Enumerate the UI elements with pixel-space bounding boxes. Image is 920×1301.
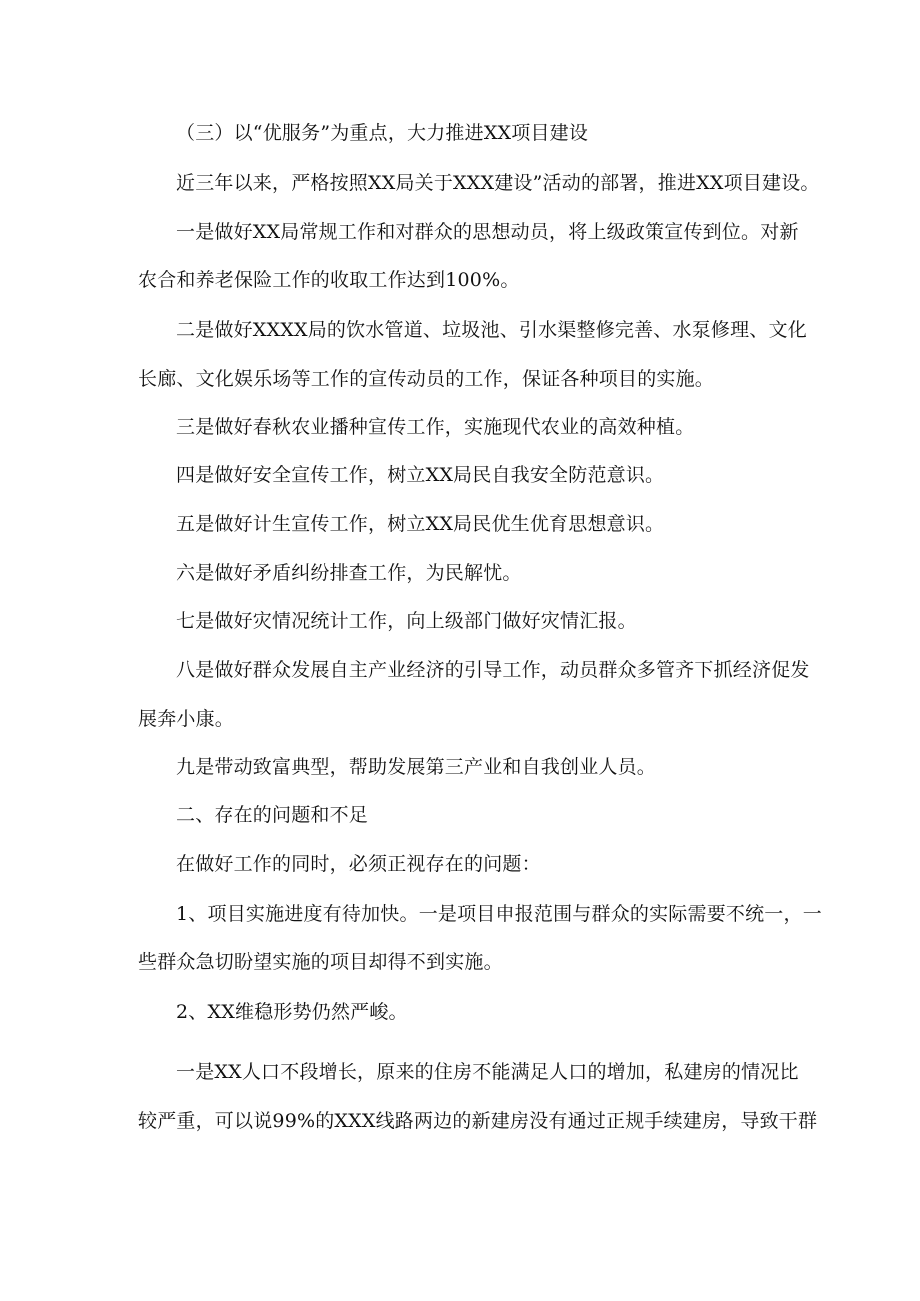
paragraph-line: 在做好工作的同时，必须正视存在的问题：	[176, 853, 541, 875]
paragraph-line: 三是做好春秋农业播种宣传工作，实施现代农业的高效种植。	[176, 416, 695, 438]
paragraph-line: 五是做好计生宣传工作，树立XX局民优生优育思想意识。	[176, 513, 665, 535]
paragraph-line: 一是XX人口不段增长，原来的住房不能满足人口的增加，私建房的情况比	[176, 1061, 799, 1083]
section-heading: （三）以“优服务”为重点，大力推进XX项目建设	[176, 122, 589, 144]
section-heading: 二、存在的问题和不足	[176, 804, 369, 826]
paragraph-line: 1、项目实施进度有待加快。一是项目申报范围与群众的实际需要不统一，一	[176, 903, 822, 925]
paragraph-line: 些群众急切盼望实施的项目却得不到实施。	[138, 951, 503, 973]
paragraph-line: 较严重，可以说99%的XXX线路两边的新建房没有通过正规手续建房，导致干群	[138, 1110, 818, 1132]
paragraph-line: 八是做好群众发展自主产业经济的引导工作，动员群众多管齐下抓经济促发	[176, 659, 810, 681]
paragraph-line: 2、XX维稳形势仍然严峻。	[176, 1001, 408, 1023]
paragraph-line: 农合和养老保险工作的收取工作达到100%。	[138, 269, 520, 291]
paragraph-line: 展奔小康。	[138, 708, 235, 730]
paragraph-line: 近三年以来，严格按照XX局关于XXX建设”活动的部署，推进XX项目建设。	[176, 172, 820, 194]
paragraph-line: 七是做好灾情况统计工作，向上级部门做好灾情汇报。	[176, 610, 637, 632]
paragraph-line: 一是做好XX局常规工作和对群众的思想动员，将上级政策宣传到位。对新	[176, 221, 799, 243]
paragraph-line: 长廊、文化娱乐场等工作的宣传动员的工作，保证各种项目的实施。	[138, 368, 715, 390]
paragraph-line: 二是做好XXXX局的饮水管道、垃圾池、引水渠整修完善、水泵修理、文化	[176, 319, 807, 341]
paragraph-line: 四是做好安全宣传工作，树立XX局民自我安全防范意识。	[176, 464, 665, 486]
paragraph-line: 六是做好矛盾纠纷排查工作，为民解忧。	[176, 562, 522, 584]
paragraph-line: 九是带动致富典型，帮助发展第三产业和自我创业人员。	[176, 756, 657, 778]
